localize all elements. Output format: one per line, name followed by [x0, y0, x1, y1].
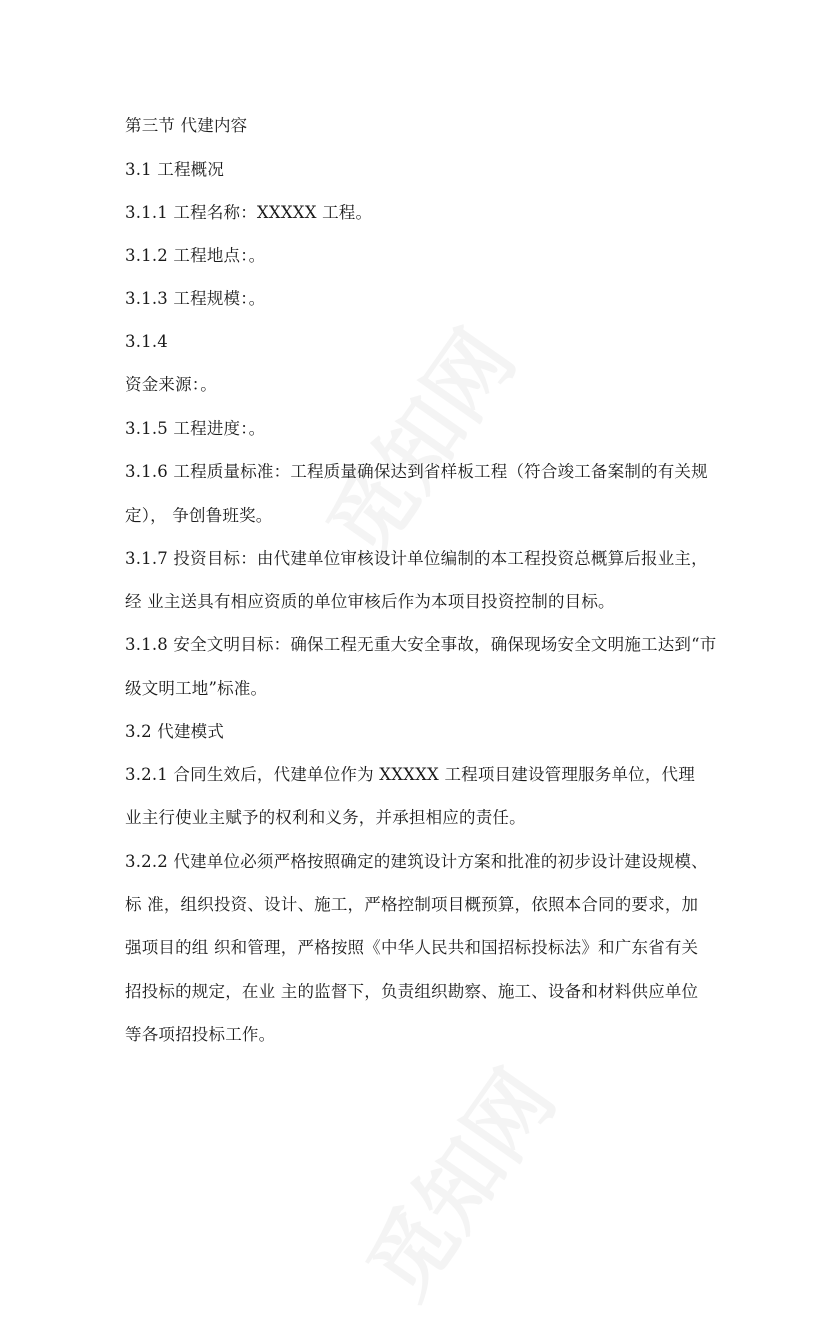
- watermark: [334, 1043, 578, 1318]
- paragraph-line: 3.1.6 工程质量标准：工程质量确保达到省样板工程（符合竣工备案制的有关规: [125, 462, 708, 481]
- paragraph-line: 定）， 争创鲁班奖。: [125, 506, 273, 525]
- paragraph-line: 3.2.1 合同生效后，代建单位作为 XXXXX 工程项目建设管理服务单位，代理: [125, 765, 695, 784]
- paragraph-line: 3.1.3 工程规模：。: [125, 289, 266, 308]
- paragraph-line: 经 业主送具有相应资质的单位审核后作为本项目投资控制的目标。: [125, 592, 615, 611]
- paragraph-line: 3.1.7 投资目标：由代建单位审核设计单位编制的本工程投资总概算后报业主，: [125, 549, 708, 568]
- paragraph-line: 强项目的组 织和管理，严格按照《中华人民共和国招标投标法》和广东省有关: [125, 938, 699, 957]
- paragraph-line: 标 准，组织投资、设计、施工，严格控制项目概预算，依照本合同的要求，加: [125, 895, 699, 914]
- paragraph-line: 等各项招投标工作。: [125, 1025, 276, 1044]
- paragraph-line: 3.2.2 代建单位必须严格按照确定的建筑设计方案和批准的初步设计建设规模、: [125, 852, 708, 871]
- paragraph-line: 3.1.5 工程进度：。: [125, 419, 266, 438]
- paragraph-line: 资金来源：。: [125, 375, 217, 394]
- paragraph-line: 3.1.8 安全文明目标：确保工程无重大安全事故，确保现场安全文明施工达到“市: [125, 635, 717, 654]
- paragraph-line: 3.1.2 工程地点：。: [125, 246, 266, 265]
- subsection-heading: 3.1 工程概况: [125, 160, 225, 179]
- subsection-heading: 3.2 代建模式: [125, 722, 225, 741]
- paragraph-line: 业主行使业主赋予的权利和义务，并承担相应的责任。: [125, 808, 526, 827]
- paragraph-line: 招投标的规定，在业 主的监督下，负责组织勘察、施工、设备和材料供应单位: [125, 982, 699, 1001]
- paragraph-line: 级文明工地”标准。: [125, 679, 268, 698]
- paragraph-line: 3.1.1 工程名称：XXXXX 工程。: [125, 203, 373, 222]
- paragraph-line: 3.1.4: [125, 332, 168, 351]
- watermark: [294, 303, 538, 579]
- section-heading: 第三节 代建内容: [125, 116, 248, 135]
